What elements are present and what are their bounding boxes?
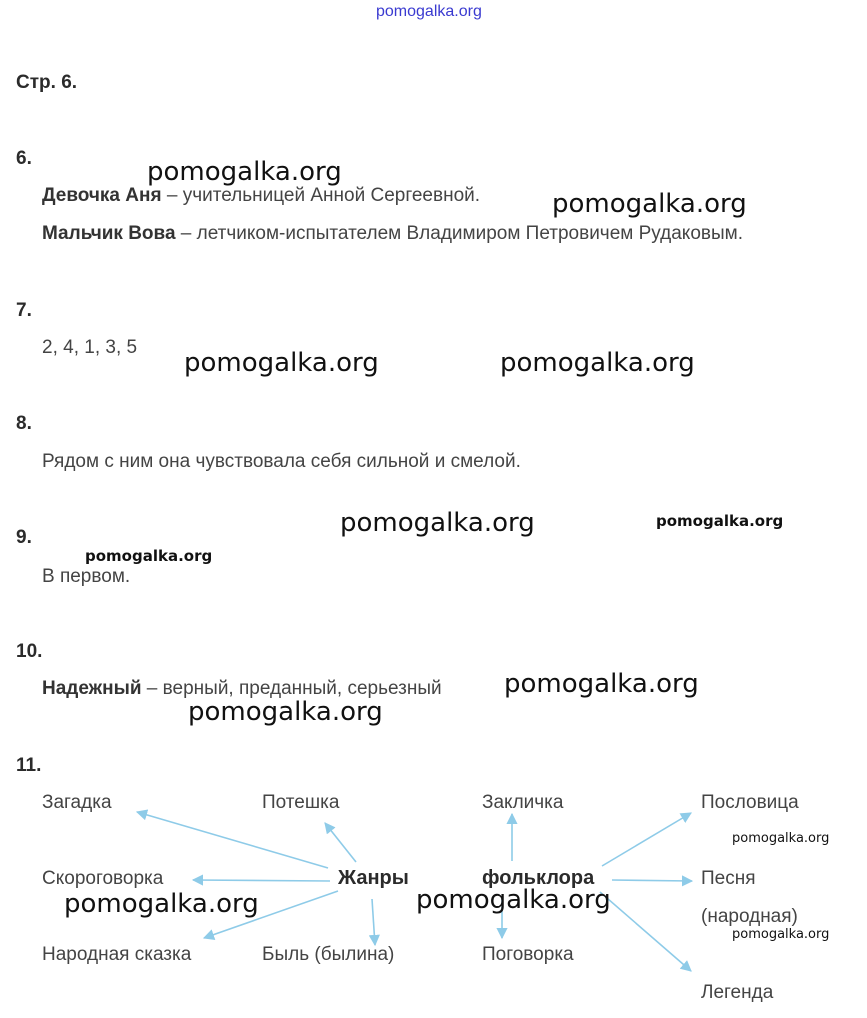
watermark: pomogalka.org [552, 189, 747, 219]
answer-text: – учительницей Анной Сергеевной. [161, 185, 481, 206]
answer-bold-term: Надежный [42, 678, 142, 699]
watermark: pomogalka.org [64, 889, 259, 919]
arrow-to-legenda [600, 892, 691, 971]
genre-pesnya: Песня [701, 868, 756, 889]
arrow-to-pesnya [612, 880, 692, 881]
question-9-answer: В первом. [42, 566, 131, 587]
watermark: pomogalka.org [340, 508, 535, 538]
genre-legenda: Легенда [701, 982, 774, 1003]
arrow-to-poteshka [325, 823, 356, 862]
answer-text: – летчиком-испытателем Владимиром Петровичем Рудаковым. [175, 223, 743, 244]
watermark: pomogalka.org [732, 831, 830, 846]
question-10-number: 10. [16, 641, 43, 662]
arrow-to-byl [372, 899, 375, 945]
watermark: pomogalka.org [504, 669, 699, 699]
question-7-number: 7. [16, 300, 32, 321]
watermark: pomogalka.org [184, 348, 379, 378]
watermark: pomogalka.org [500, 348, 695, 378]
question-8-answer: Рядом с ним она чувствовала себя сильной и смелой. [42, 451, 521, 472]
question-11-number: 11. [16, 755, 42, 776]
top-watermark: pomogalka.org [376, 3, 482, 20]
genre-pogovorka: Поговорка [482, 944, 574, 965]
arrow-to-skorogovorka [193, 880, 330, 881]
genre-narodnaya-skazka: Народная сказка [42, 944, 192, 965]
genre-poslovitsa: Пословица [701, 792, 799, 813]
watermark: pomogalka.org [732, 927, 830, 942]
watermark: pomogalka.org [188, 697, 383, 727]
watermark: pomogalka.org [85, 547, 213, 565]
watermark: pomogalka.org [147, 157, 342, 187]
arrow-to-poslovitsa [602, 813, 691, 866]
page-header: Стр. 6. [16, 72, 78, 93]
diagram-center-zhanry: Жанры [338, 867, 409, 889]
diagram-center-folklora: фольклора [482, 867, 595, 889]
question-6-number: 6. [16, 148, 32, 169]
genre-pesnya-narodnaya: (народная) [701, 906, 798, 927]
question-8-number: 8. [16, 413, 32, 434]
answer-bold-term: Девочка Аня [42, 185, 162, 206]
genre-skorogovorka: Скороговорка [42, 868, 164, 889]
genre-poteshka: Потешка [262, 792, 340, 813]
genre-zaklichka: Закличка [482, 792, 564, 813]
answer-text: – верный, преданный, серьезный [141, 678, 442, 699]
watermark: pomogalka.org [416, 885, 611, 915]
question-7-answer: 2, 4, 1, 3, 5 [42, 337, 138, 358]
genre-zagadka: Загадка [42, 792, 112, 813]
question-9-number: 9. [16, 527, 32, 548]
arrow-to-zagadka [137, 812, 328, 868]
watermark: pomogalka.org [656, 512, 784, 530]
answer-bold-term: Мальчик Вова [42, 223, 176, 244]
genre-byl: Быль (былина) [262, 944, 395, 965]
